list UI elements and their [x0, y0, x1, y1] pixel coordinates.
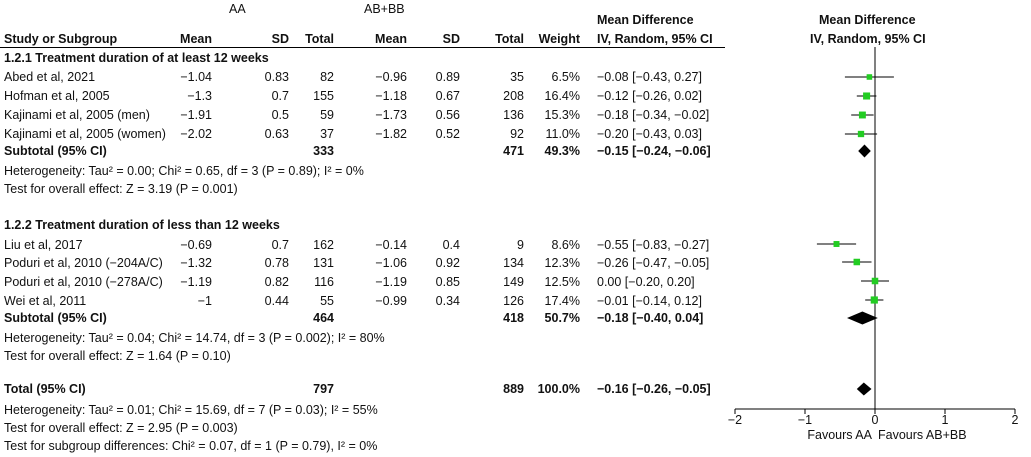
sd-a: 0.5 — [271, 108, 289, 122]
sd-b: 0.52 — [435, 127, 460, 141]
study-effect-square — [871, 296, 878, 303]
sd-a: 0.7 — [271, 89, 289, 103]
ci-text: −0.08 [−0.43, 0.27] — [597, 70, 702, 84]
subtotal-total-a: 464 — [313, 311, 334, 325]
study-effect-square — [854, 259, 861, 266]
study-effect-square — [867, 74, 873, 80]
group-b-header: AB+BB — [364, 2, 405, 16]
subtotal-total-b: 471 — [503, 144, 524, 158]
md-method-header: IV, Random, 95% CI — [597, 32, 713, 46]
ci-text: −0.12 [−0.26, 0.02] — [597, 89, 702, 103]
study-effect-square — [859, 112, 866, 119]
mean-b-header: Mean — [375, 32, 407, 46]
x-tick-label: 1 — [941, 413, 949, 427]
ci-text: −0.20 [−0.43, 0.03] — [597, 127, 702, 141]
study-name: Hofman et al, 2005 — [4, 89, 110, 103]
ci-text: 0.00 [−0.20, 0.20] — [597, 275, 695, 289]
total-a: 162 — [313, 238, 334, 252]
total-b: 35 — [510, 70, 524, 84]
mean-b: −1.82 — [375, 127, 407, 141]
mean-b: −1.06 — [375, 256, 407, 270]
ci-text: −0.18 [−0.34, −0.02] — [597, 108, 710, 122]
sd-b: 0.67 — [435, 89, 460, 103]
group-a-header: AA — [229, 2, 246, 16]
total-a: 116 — [314, 275, 334, 289]
study-effect-square — [863, 92, 870, 99]
mean-a: −1.3 — [187, 89, 212, 103]
overall-effect-text: Test for overall effect: Z = 1.64 (P = 0.10) — [4, 349, 231, 363]
weight: 8.6% — [551, 238, 580, 252]
mean-a: −2.02 — [180, 127, 212, 141]
pooled-effect-diamond — [847, 312, 878, 325]
mean-b: −1.19 — [375, 275, 407, 289]
ci-text: −0.26 [−0.47, −0.05] — [597, 256, 710, 270]
sd-a: 0.7 — [271, 238, 289, 252]
sd-b: 0.4 — [442, 238, 460, 252]
plot-title-header: Mean Difference — [819, 13, 916, 27]
total-total-a: 797 — [313, 382, 334, 396]
total-b: 208 — [503, 89, 524, 103]
subgroup-difference-text: Test for subgroup differences: Chi² = 0.07, df = 1 (P = 0.79), I² = 0% — [4, 439, 378, 453]
heterogeneity-text: Heterogeneity: Tau² = 0.04; Chi² = 14.74, df = 3 (P = 0.002); I² = 80% — [4, 331, 385, 345]
x-tick-label: −1 — [797, 413, 813, 427]
weight: 11.0% — [545, 127, 580, 141]
total-a: 59 — [320, 108, 334, 122]
subtotal-total-a: 333 — [313, 144, 334, 158]
sd-b: 0.89 — [435, 70, 460, 84]
mean-b: −1.18 — [375, 89, 407, 103]
sd-b: 0.92 — [435, 256, 460, 270]
total-ci-text: −0.16 [−0.26, −0.05] — [597, 382, 711, 396]
favours-right-label: Favours AB+BB — [878, 428, 967, 442]
subtotal-label: Subtotal (95% CI) — [4, 144, 107, 158]
total-heterogeneity-text: Heterogeneity: Tau² = 0.01; Chi² = 15.69, df = 7 (P = 0.03); I² = 55% — [4, 403, 378, 417]
ci-text: −0.55 [−0.83, −0.27] — [597, 238, 710, 252]
weight: 15.3% — [544, 108, 580, 122]
md-title-header: Mean Difference — [597, 13, 694, 27]
study-name: Abed et al, 2021 — [4, 70, 96, 84]
study-name: Kajinami et al, 2005 (men) — [4, 108, 150, 122]
sd-b-header: SD — [442, 32, 460, 46]
subtotal-ci-text: −0.15 [−0.24, −0.06] — [597, 144, 711, 158]
study-name: Liu et al, 2017 — [4, 238, 83, 252]
plot-method-header: IV, Random, 95% CI — [810, 32, 926, 46]
sd-b: 0.56 — [435, 108, 460, 122]
weight: 16.4% — [544, 89, 580, 103]
pooled-effect-diamond — [857, 383, 872, 396]
weight-header: Weight — [538, 32, 580, 46]
mean-b: −0.14 — [375, 238, 407, 252]
total-b: 126 — [503, 294, 524, 308]
study-name: Poduri et al, 2010 (−278A/C) — [4, 275, 163, 289]
total-overall-effect-text: Test for overall effect: Z = 2.95 (P = 0.003) — [4, 421, 238, 435]
mean-a: −1.91 — [180, 108, 212, 122]
subtotal-weight: 50.7% — [544, 311, 580, 325]
study-name: Poduri et al, 2010 (−204A/C) — [4, 256, 163, 270]
total-a: 55 — [320, 294, 334, 308]
sd-a-header: SD — [271, 32, 289, 46]
study-effect-square — [872, 278, 879, 285]
study-column-header: Study or Subgroup — [4, 32, 118, 46]
sd-a: 0.78 — [264, 256, 289, 270]
total-a: 82 — [320, 70, 334, 84]
subgroup-title: 1.2.1 Treatment duration of at least 12 weeks — [4, 51, 269, 65]
mean-b: −1.73 — [375, 108, 407, 122]
x-tick-label: 2 — [1011, 413, 1019, 427]
sd-a: 0.83 — [264, 70, 289, 84]
weight: 17.4% — [544, 294, 580, 308]
x-tick-label: −2 — [727, 413, 743, 427]
sd-b: 0.85 — [435, 275, 460, 289]
mean-a: −1.19 — [180, 275, 212, 289]
mean-a: −1 — [197, 294, 212, 308]
sd-a: 0.44 — [264, 294, 289, 308]
total-b: 134 — [503, 256, 524, 270]
favours-left-label: Favours AA — [807, 428, 872, 442]
mean-b: −0.96 — [375, 70, 407, 84]
mean-a: −1.04 — [180, 70, 212, 84]
study-name: Kajinami et al, 2005 (women) — [4, 127, 166, 141]
ci-text: −0.01 [−0.14, 0.12] — [597, 294, 702, 308]
sd-a: 0.63 — [264, 127, 289, 141]
subgroup-title: 1.2.2 Treatment duration of less than 12 weeks — [4, 218, 280, 232]
sd-a: 0.82 — [264, 275, 289, 289]
total-label: Total (95% CI) — [4, 382, 86, 396]
overall-effect-text: Test for overall effect: Z = 3.19 (P = 0.001) — [4, 182, 238, 196]
mean-b: −0.99 — [375, 294, 407, 308]
total-a-header: Total — [305, 32, 334, 46]
study-effect-square — [834, 241, 840, 247]
subtotal-label: Subtotal (95% CI) — [4, 311, 107, 325]
mean-a: −0.69 — [180, 238, 212, 252]
sd-b: 0.34 — [435, 294, 460, 308]
x-tick-label: 0 — [871, 413, 879, 427]
total-weight: 100.0% — [537, 382, 580, 396]
total-a: 37 — [320, 127, 334, 141]
subtotal-weight: 49.3% — [544, 144, 580, 158]
weight: 12.5% — [544, 275, 580, 289]
total-b: 136 — [503, 108, 524, 122]
subtotal-ci-text: −0.18 [−0.40, 0.04] — [597, 311, 704, 325]
total-total-b: 889 — [503, 382, 524, 396]
study-effect-square — [858, 131, 864, 137]
total-b-header: Total — [495, 32, 524, 46]
subtotal-total-b: 418 — [503, 311, 524, 325]
total-a: 155 — [313, 89, 334, 103]
weight: 6.5% — [551, 70, 580, 84]
pooled-effect-diamond — [858, 145, 871, 158]
mean-a-header: Mean — [180, 32, 212, 46]
weight: 12.3% — [544, 256, 580, 270]
total-b: 92 — [510, 127, 524, 141]
total-b: 9 — [517, 238, 524, 252]
mean-a: −1.32 — [180, 256, 212, 270]
total-a: 131 — [313, 256, 334, 270]
heterogeneity-text: Heterogeneity: Tau² = 0.00; Chi² = 0.65, df = 3 (P = 0.89); I² = 0% — [4, 164, 364, 178]
study-name: Wei et al, 2011 — [4, 294, 87, 308]
total-b: 149 — [503, 275, 524, 289]
